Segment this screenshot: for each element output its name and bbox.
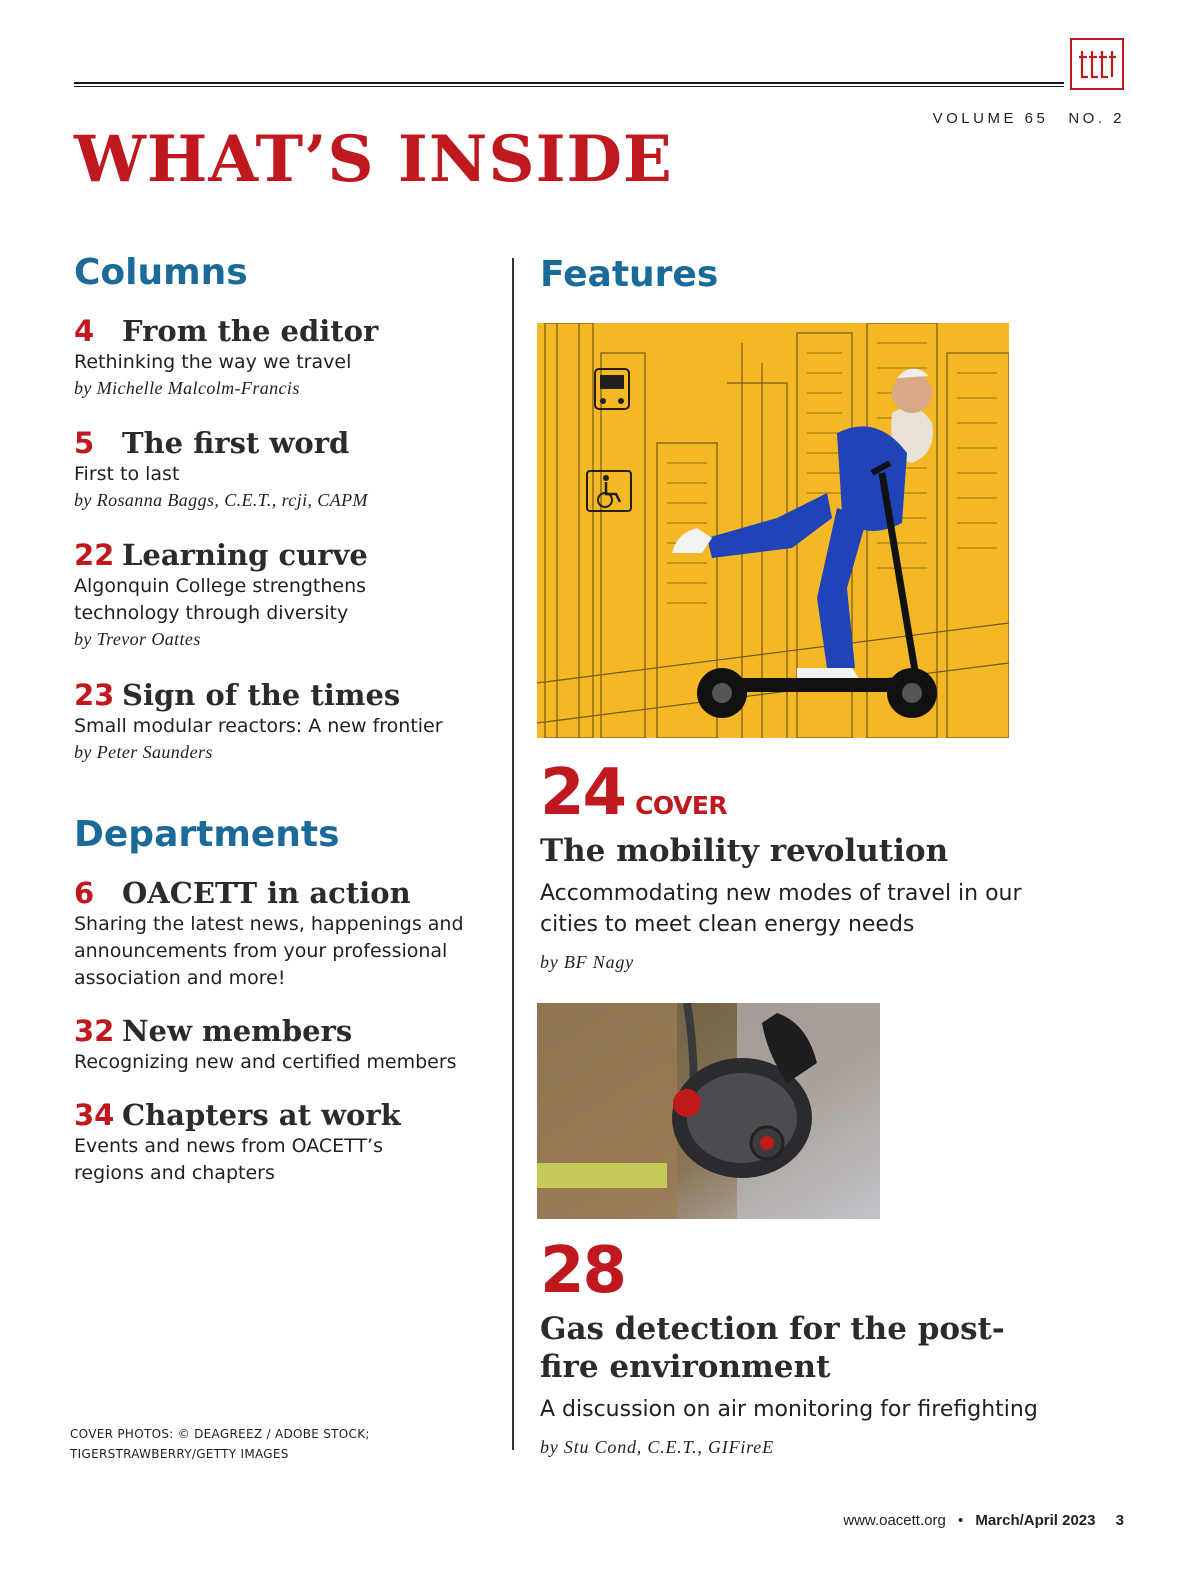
item-title-text: Learning curve: [122, 538, 368, 572]
photo-credit-line-1: COVER PHOTOS: © DEAGREEZ / ADOBE STOCK;: [70, 1427, 370, 1441]
page-number: 6: [74, 876, 95, 910]
page-number: 4: [74, 314, 95, 348]
item-title: [74, 1013, 494, 1049]
cover-tag: COVER: [635, 791, 728, 820]
page-number: 22: [74, 538, 115, 572]
page-number: 34: [74, 1098, 115, 1132]
page-number: 28: [540, 1234, 626, 1308]
item-title-text: The first word: [122, 426, 350, 460]
cover-photo-scooter[interactable]: [537, 323, 1009, 738]
item-description: Sharing the latest news, happenings and announcements from your professional association and more!: [74, 913, 464, 989]
item-description: First to last: [74, 463, 180, 485]
feature-description: Accommodating new modes of travel in our cities to meet clean energy needs: [540, 881, 1022, 937]
columns-heading: Columns: [74, 252, 248, 293]
feature-title: The mobility revolution: [540, 833, 949, 869]
item-title: [74, 875, 494, 911]
item-byline: by Trevor Oattes: [74, 629, 201, 649]
page-title: WHAT’S INSIDE: [74, 122, 673, 197]
page-number: 32: [74, 1014, 115, 1048]
feature-byline: by Stu Cond, C.E.T., GIFireE: [540, 1437, 774, 1457]
issue-info: [933, 110, 1125, 127]
volume-label: VOLUME 65: [932, 110, 1049, 127]
footer-page-number: 3: [1115, 1512, 1124, 1529]
column-item-first-word[interactable]: [74, 425, 494, 511]
item-title-text: Chapters at work: [122, 1098, 401, 1132]
oacett-logo: [1070, 38, 1124, 90]
footer-bullet: •: [957, 1512, 964, 1529]
item-description: Recognizing new and certified members: [74, 1051, 457, 1073]
footer-url[interactable]: www.oacett.org: [843, 1512, 946, 1529]
item-title-text: Sign of the times: [122, 678, 401, 712]
feature-item-gas-detection[interactable]: [540, 1236, 1140, 1458]
feature-byline: by BF Nagy: [540, 952, 634, 972]
page-number: 5: [74, 426, 95, 460]
item-title-text: OACETT in action: [122, 876, 411, 910]
department-item-chapters-at-work[interactable]: [74, 1097, 414, 1187]
header-rule: [74, 82, 1064, 84]
page-footer: [843, 1512, 1124, 1529]
item-byline: by Rosanna Baggs, C.E.T., rcji, CAPM: [74, 490, 368, 510]
item-description: Algonquin College strengthens technology through diversity: [74, 575, 367, 624]
item-title: [74, 537, 404, 573]
item-description: Rethinking the way we travel: [74, 351, 352, 373]
column-divider: [512, 258, 514, 1450]
item-title-text: From the editor: [122, 314, 379, 348]
feature-item-mobility-revolution[interactable]: [540, 758, 1140, 973]
photo-credit-line-2: TIGERSTRAWBERRY/GETTY IMAGES: [70, 1447, 289, 1461]
column-item-from-the-editor[interactable]: [74, 313, 494, 399]
page-number: 24: [540, 756, 626, 830]
departments-heading: Departments: [74, 814, 340, 855]
item-byline: by Peter Saunders: [74, 742, 213, 762]
feature-number-row: [540, 758, 1140, 828]
item-title-text: New members: [122, 1014, 353, 1048]
item-description: Small modular reactors: A new frontier: [74, 715, 443, 737]
feature-number-row: [540, 1236, 1140, 1306]
page-number: 23: [74, 678, 115, 712]
item-byline: by Michelle Malcolm-Francis: [74, 378, 300, 398]
photo-credit: [70, 1424, 370, 1464]
column-item-sign-of-the-times[interactable]: [74, 677, 494, 763]
firefighter-illustration: [537, 1003, 880, 1219]
feature-title: Gas detection for the post-fire environment: [540, 1311, 1005, 1385]
item-description: Events and news from OACETT’s regions and chapters: [74, 1135, 383, 1184]
features-heading: Features: [540, 254, 719, 295]
item-title: [74, 313, 494, 349]
header-rule-thin: [74, 86, 1064, 87]
item-title: [74, 677, 494, 713]
column-item-learning-curve[interactable]: [74, 537, 404, 650]
number-label: NO. 2: [1068, 110, 1125, 127]
item-title: [74, 425, 494, 461]
feature-photo-firefighter[interactable]: [537, 1003, 880, 1219]
department-item-new-members[interactable]: [74, 1013, 494, 1076]
feature-description: A discussion on air monitoring for firefighting: [540, 1397, 1038, 1422]
oacett-logo-icon: [1077, 45, 1117, 83]
footer-issue: March/April 2023: [975, 1512, 1096, 1529]
scooter-illustration: [537, 323, 1009, 738]
item-title: [74, 1097, 414, 1133]
department-item-oacett-in-action[interactable]: [74, 875, 494, 992]
